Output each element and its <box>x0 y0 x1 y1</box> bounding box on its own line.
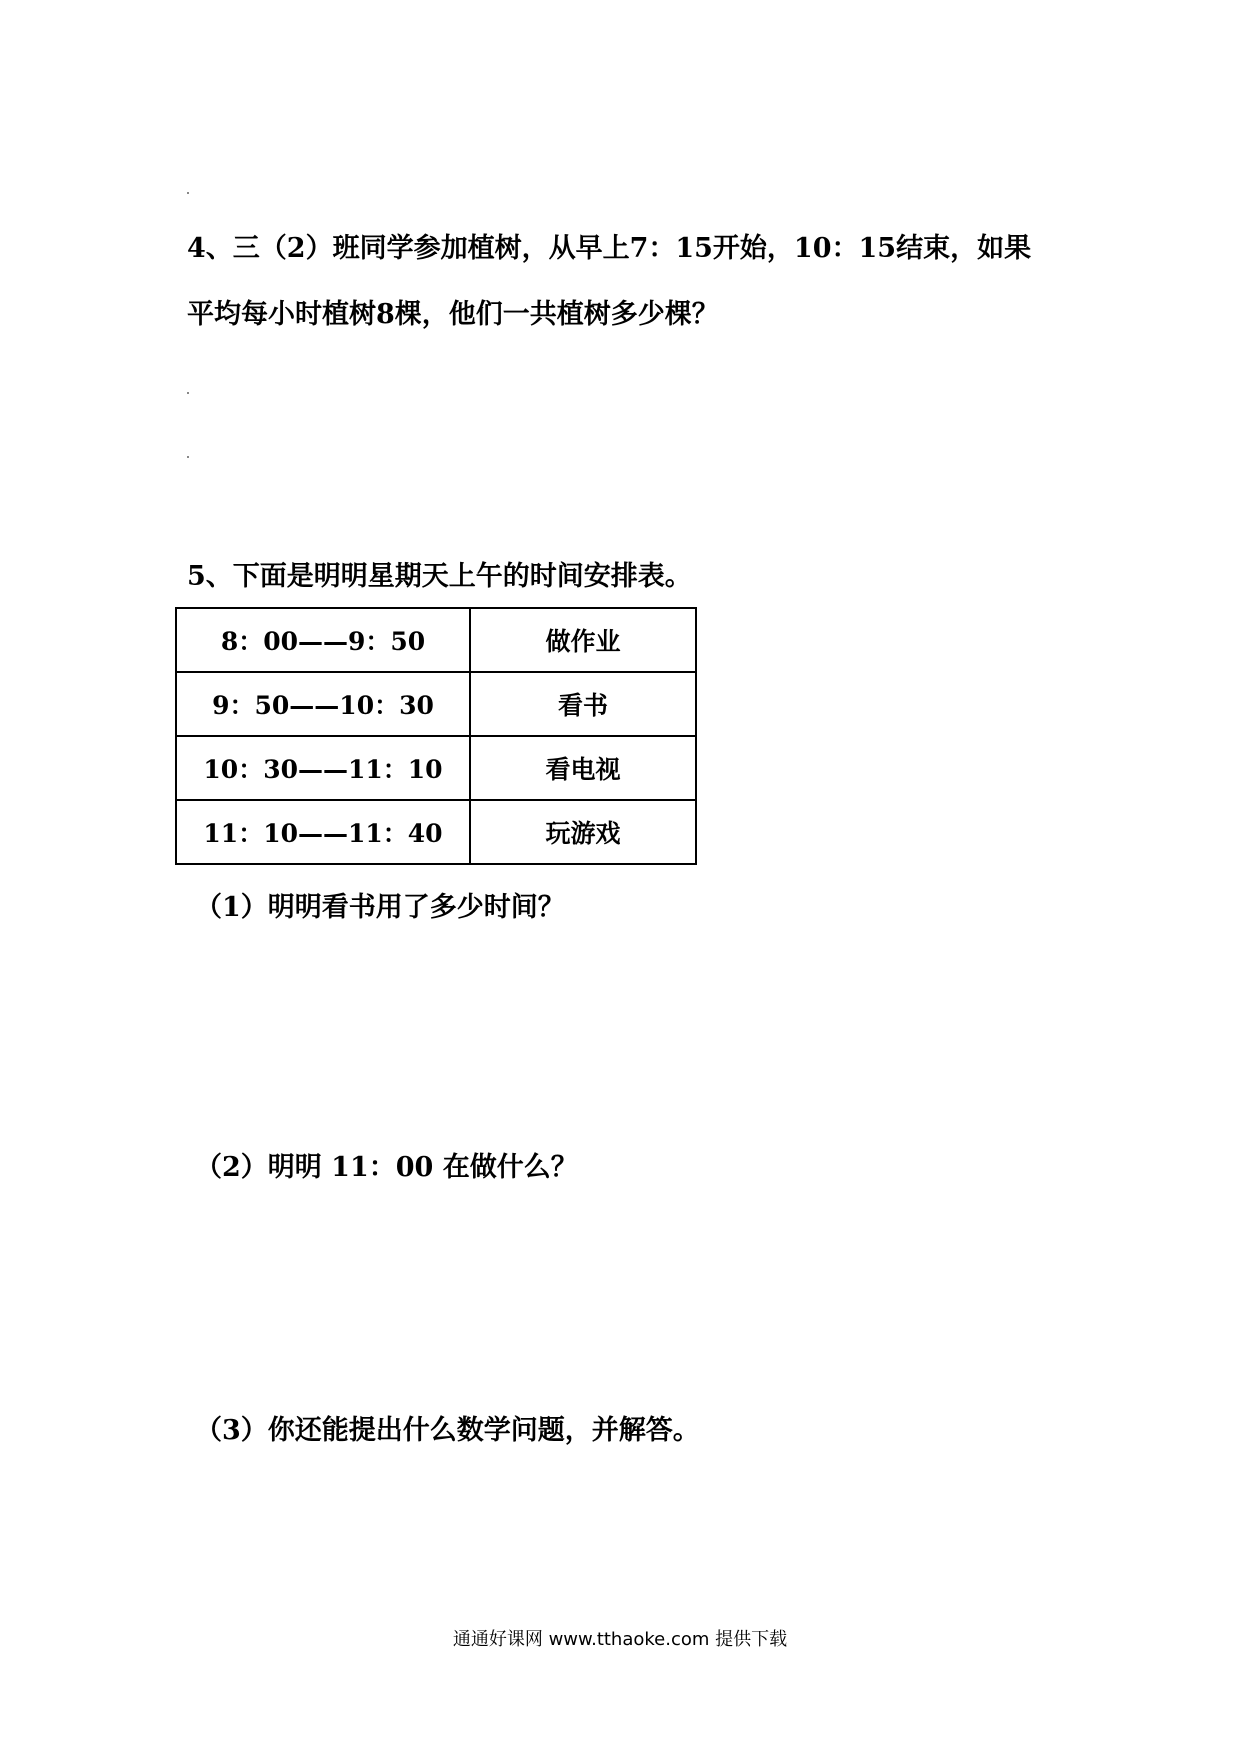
scan-speck <box>187 392 189 394</box>
scan-speck <box>187 192 189 194</box>
time-range-cell: 10：30——11：10 <box>176 736 470 800</box>
question-5-intro: 5、下面是明明星期天上午的时间安排表。 <box>187 561 692 592</box>
time-range-cell: 11：10——11：40 <box>176 800 470 864</box>
time-range-cell: 8：00——9：50 <box>176 608 470 672</box>
table-row <box>176 736 696 800</box>
activity-cell: 玩游戏 <box>470 800 696 864</box>
activity-cell: 做作业 <box>470 608 696 672</box>
table-row <box>176 608 696 672</box>
footer-credit: 通通好课网 www.tthaoke.com 提供下载 <box>452 1629 788 1650</box>
activity-cell: 看电视 <box>470 736 696 800</box>
question-4-line-1: 4、三（2）班同学参加植树，从早上7：15开始，10：15结束，如果 <box>187 233 1032 264</box>
activity-cell: 看书 <box>470 672 696 736</box>
sub-question-2: （2）明明 11：00 在做什么？ <box>195 1152 578 1183</box>
scan-speck <box>187 456 189 458</box>
table-row <box>176 800 696 864</box>
question-4-line-2: 平均每小时植树8棵，他们一共植树多少棵？ <box>187 299 719 330</box>
time-range-cell: 9：50——10：30 <box>176 672 470 736</box>
sub-question-3: （3）你还能提出什么数学问题，并解答。 <box>195 1415 700 1446</box>
sub-question-1: （1）明明看书用了多少时间？ <box>195 892 565 923</box>
schedule-table <box>175 607 697 865</box>
table-row <box>176 672 696 736</box>
